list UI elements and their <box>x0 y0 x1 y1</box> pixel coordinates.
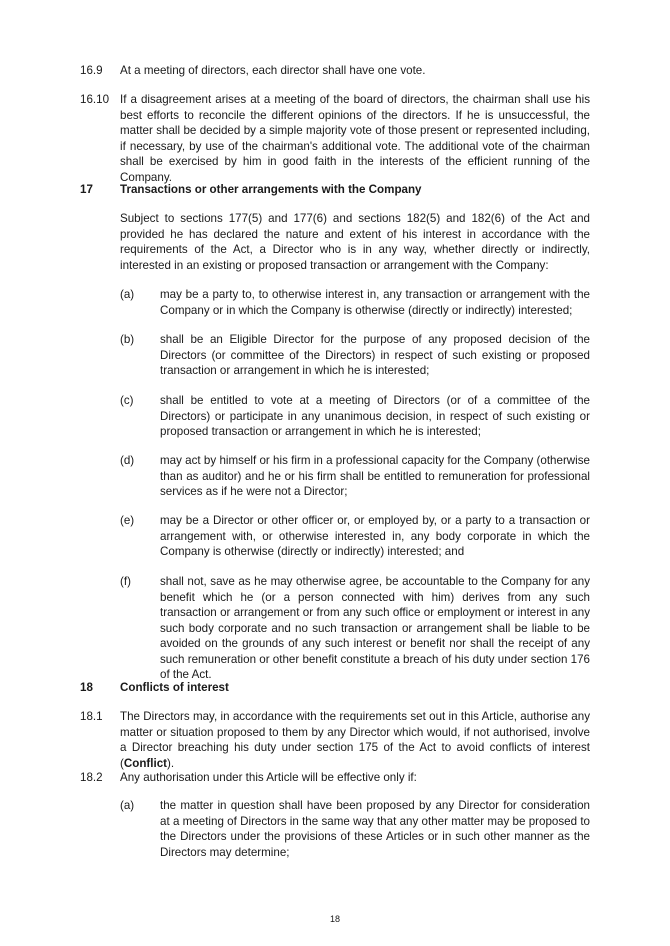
defined-term: Conflict <box>123 756 168 770</box>
clause-text-after: ). <box>167 756 175 770</box>
item-label: (a) <box>120 288 135 301</box>
section-17-intro <box>80 211 590 273</box>
clause-text <box>120 709 590 771</box>
clause-number: 18.2 <box>80 771 103 784</box>
item-label: (e) <box>120 514 135 527</box>
clause-number: 18.1 <box>80 710 103 723</box>
item-text: the matter in question shall have been proposed by any Director for consideration at a meeting of Directors in the same way that any other matter may be proposed to the Directors under the provisions of these Articles or in such other manner as the Directors may determine; <box>160 799 590 859</box>
item-text: shall be entitled to vote at a meeting of Directors (or of a committee of the Directors) or participate in any unanimous decision, in respect of such existing or proposed transaction or arrangement in which he is interested; <box>160 394 590 438</box>
item-text: may be a Director or other officer or, or employed by, or a party to a transaction or arrangement with, or otherwise interested in, any body corporate in which the Company is otherwise (directly or indirectly) interested; and <box>160 514 590 558</box>
list-item <box>120 332 590 379</box>
item-text: shall be an Eligible Director for the purpose of any proposed decision of the Directors (or committee of the Directors) in respect of such existing or proposed transaction or arrangement in which he is interested; <box>160 333 590 377</box>
item-label: (f) <box>120 575 131 588</box>
section-number: 18 <box>80 681 93 694</box>
item-label: (a) <box>120 799 135 812</box>
page-number: 18 <box>329 914 340 924</box>
section-title: Transactions or other arrangements with the Company <box>120 183 422 196</box>
section-number: 17 <box>80 183 93 196</box>
clause-number: 16.9 <box>80 64 103 77</box>
list-item <box>120 287 590 318</box>
list-item <box>120 393 590 440</box>
section-18-heading <box>80 680 590 696</box>
clause-text: At a meeting of directors, each director shall have one vote. <box>120 64 426 77</box>
clause-18-2 <box>80 770 590 786</box>
intro-text: Subject to sections 177(5) and 177(6) and sections 182(5) and 182(6) of the Act and provided he has declared the nature and extent of his interest in accordance with the requirements of the Act, a Director who is in any way, whether directly or indirectly, interested in an existing or proposed transaction or arrangement with the Company: <box>120 212 590 272</box>
clause-16-10 <box>80 92 590 185</box>
clause-16-9 <box>80 63 590 79</box>
list-item <box>120 798 590 860</box>
section-title: Conflicts of interest <box>120 681 229 694</box>
item-label: (c) <box>120 394 134 407</box>
list-item <box>120 453 590 500</box>
item-label: (b) <box>120 333 135 346</box>
clause-number: 16.10 <box>80 93 110 106</box>
clause-text-before: The Directors may, in accordance with the requirements set out in this Article, authorise any matter or situation proposed to them by any Director which would, if not authorised, involve a Director breaching his duty under section 175 of the Act to avoid conflicts of interest ( <box>120 710 590 770</box>
item-label: (d) <box>120 454 135 467</box>
clause-18-1 <box>80 709 590 771</box>
item-text: shall not, save as he may otherwise agree, be accountable to the Company for any benefit which he (or a person connected with him) derives from any such transaction or arrangement or from any such office or employment or interest in any such body corporate and no such transaction or arrangement shall be liable to be avoided on the grounds of any such interest or benefit nor shall the receipt of any such remuneration or other benefit constitute a breach of his duty under section 176 of the Act. <box>160 575 590 681</box>
section-17-heading <box>80 182 590 198</box>
list-item <box>120 513 590 560</box>
clause-text: If a disagreement arises at a meeting of the board of directors, the chairman shall use his best efforts to reconcile the different opinions of the directors. If he is unsuccessful, the matter shall be decided by a simple majority vote of those present or represented including, if necessary, by use of the chairman's additional vote. The additional vote of the chairman shall be exercised by him in good faith in the interests of the efficient running of the Company. <box>120 93 590 184</box>
clause-text: Any authorisation under this Article will be effective only if: <box>120 771 417 784</box>
item-text: may be a party to, to otherwise interest in, any transaction or arrangement with the Company or in which the Company is otherwise (directly or indirectly) interested; <box>160 288 590 317</box>
item-text: may act by himself or his firm in a professional capacity for the Company (otherwise than as auditor) and he or his firm shall be entitled to remuneration for professional services as if he were not a Director; <box>160 454 590 498</box>
list-item <box>120 574 590 683</box>
